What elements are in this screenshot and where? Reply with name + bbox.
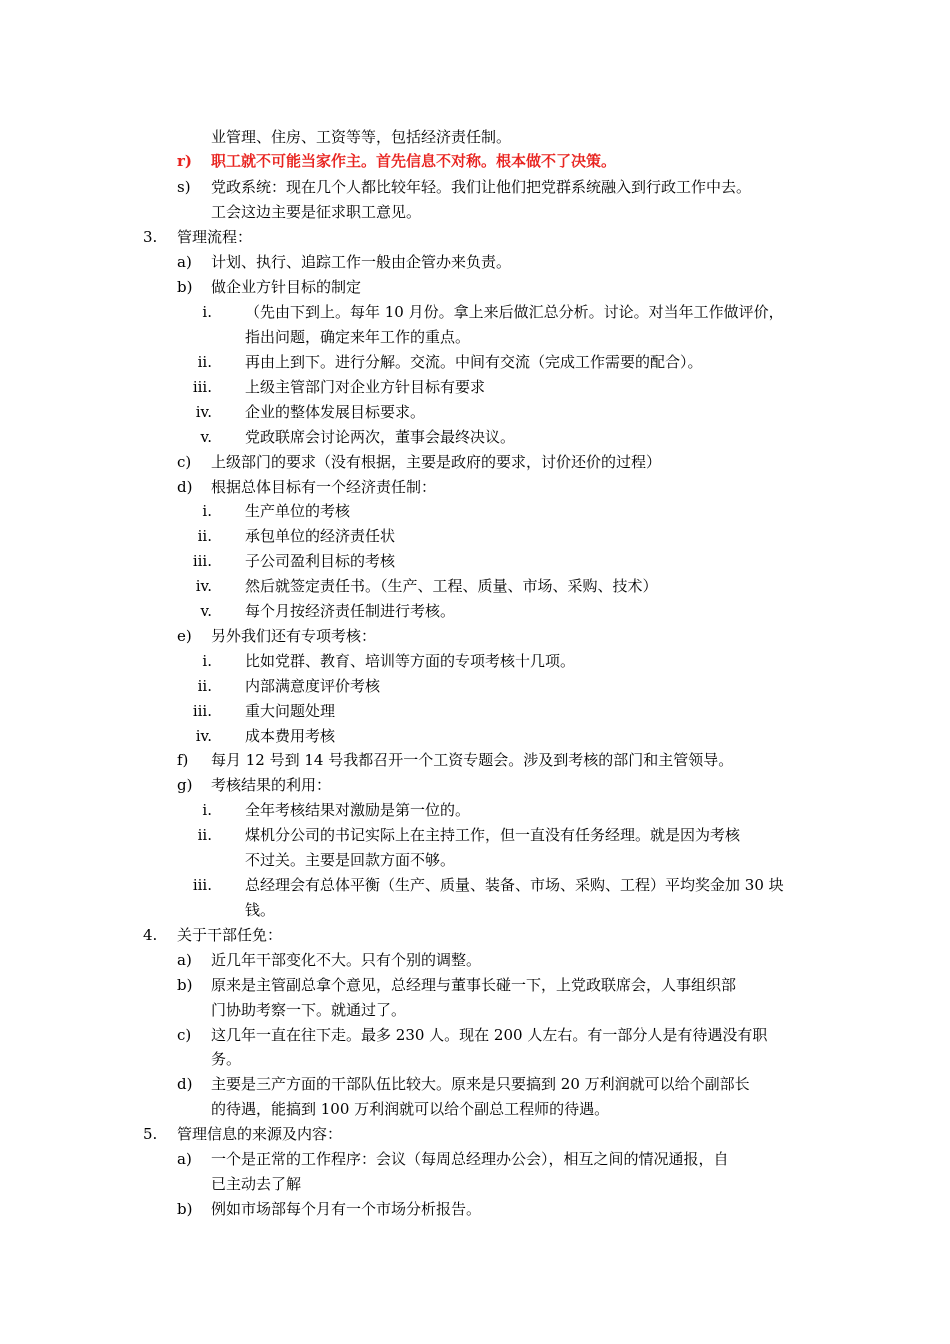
text-line: 全年考核结果对激励是第一位的。 [245, 801, 471, 819]
text-line: 然后就签定责任书。（生产、工程、质量、市场、采购、技术） [245, 577, 658, 595]
item-label: c) [177, 1026, 192, 1044]
section-number: 5. [143, 1125, 158, 1143]
subitem-label: iii. [192, 876, 212, 894]
text-line: 党政系统：现在几个人都比较年轻。我们让他们把党群系统融入到行政工作中去。 [211, 178, 752, 196]
text-line: 近几年干部变化不大。只有个别的调整。 [211, 951, 482, 969]
text-line: 承包单位的经济责任状 [245, 527, 396, 545]
item-label: c) [177, 453, 192, 471]
text-line: 内部满意度评价考核 [245, 677, 381, 695]
subitem-label: i. [202, 801, 212, 819]
subitem-label: ii. [197, 677, 212, 695]
text-line: 的待遇，能搞到 100 万利润就可以给个副总工程师的待遇。 [211, 1100, 610, 1118]
section-heading: 管理信息的来源及内容： [177, 1125, 343, 1143]
subitem-label: iv. [195, 403, 212, 421]
text-line: 一个是正常的工作程序：会议（每周总经理办公会），相互之间的情况通报，自 [211, 1150, 729, 1168]
text-line: 重大问题处理 [245, 702, 336, 720]
text-line: 工会这边主要是征求职工意见。 [211, 203, 422, 221]
item-label: s) [177, 178, 191, 196]
text-line: 不过关。主要是回款方面不够。 [245, 851, 456, 869]
subitem-label: iv. [195, 727, 212, 745]
section-heading: 关于干部任免： [177, 926, 283, 944]
section-number: 3. [143, 228, 158, 246]
item-label: d) [177, 1075, 193, 1093]
text-line: 计划、执行、追踪工作一般由企管办来负责。 [211, 253, 512, 271]
emphasized-text-line: 职工就不可能当家作主。首先信息不对称。根本做不了决策。 [211, 152, 617, 170]
text-line: 主要是三产方面的干部队伍比较大。原来是只要搞到 20 万利润就可以给个副部长 [211, 1075, 750, 1093]
text-line: 比如党群、教育、培训等方面的专项考核十几项。 [245, 652, 576, 670]
text-line: 做企业方针目标的制定 [211, 278, 362, 296]
item-label: a) [177, 1150, 192, 1168]
subitem-label: ii. [197, 353, 212, 371]
text-line: 每个月按经济责任制进行考核。 [245, 602, 456, 620]
text-line: 党政联席会讨论两次，董事会最终决议。 [245, 428, 516, 446]
section-number: 4. [143, 926, 158, 944]
text-line: 已主动去了解 [211, 1175, 302, 1193]
text-line: 煤机分公司的书记实际上在主持工作，但一直没有任务经理。就是因为考核 [245, 826, 741, 844]
text-line: 例如市场部每个月有一个市场分析报告。 [211, 1200, 482, 1218]
item-label: e) [177, 627, 192, 645]
text-line: 务。 [211, 1050, 242, 1068]
item-label: b) [177, 1200, 193, 1218]
text-line: 企业的整体发展目标要求。 [245, 403, 426, 421]
text-line: 再由上到下。进行分解。交流。中间有交流（完成工作需要的配合）。 [245, 353, 703, 371]
item-label: r) [177, 152, 192, 170]
item-label: b) [177, 278, 193, 296]
subitem-label: iii. [192, 702, 212, 720]
item-label: a) [177, 253, 192, 271]
text-line: 每月 12 号到 14 号我都召开一个工资专题会。涉及到考核的部门和主管领导。 [211, 751, 734, 769]
text-line: 上级部门的要求（没有根据，主要是政府的要求，讨价还价的过程） [211, 453, 662, 471]
item-label: f) [177, 751, 189, 769]
text-line: 成本费用考核 [245, 727, 336, 745]
subitem-label: ii. [197, 527, 212, 545]
item-label: g) [177, 776, 193, 794]
item-label: b) [177, 976, 193, 994]
text-line: 子公司盈利目标的考核 [245, 552, 396, 570]
subitem-label: ii. [197, 826, 212, 844]
item-label: a) [177, 951, 192, 969]
text-line: 上级主管部门对企业方针目标有要求 [245, 378, 486, 396]
text-line: 钱。 [245, 901, 276, 919]
text-line: 生产单位的考核 [245, 502, 351, 520]
subitem-label: iii. [192, 378, 212, 396]
section-heading: 管理流程： [177, 228, 253, 246]
text-line: 业管理、住房、工资等等，包括经济责任制。 [211, 128, 512, 146]
text-line: （先由下到上。每年 10 月份。拿上来后做汇总分析。讨论。对当年工作做评价， [245, 303, 784, 321]
text-line: 原来是主管副总拿个意见，总经理与董事长碰一下，上党政联席会，人事组织部 [211, 976, 737, 994]
text-line: 根据总体目标有一个经济责任制： [211, 478, 437, 496]
subitem-label: iii. [192, 552, 212, 570]
text-line: 指出问题，确定来年工作的重点。 [245, 328, 471, 346]
subitem-label: v. [200, 428, 212, 446]
subitem-label: v. [200, 602, 212, 620]
text-line: 考核结果的利用： [211, 776, 332, 794]
text-line: 另外我们还有专项考核： [211, 627, 377, 645]
subitem-label: i. [202, 652, 212, 670]
text-line: 总经理会有总体平衡（生产、质量、装备、市场、采购、工程）平均奖金加 30 块 [245, 876, 784, 894]
subitem-label: iv. [195, 577, 212, 595]
subitem-label: i. [202, 303, 212, 321]
item-label: d) [177, 478, 193, 496]
subitem-label: i. [202, 502, 212, 520]
text-line: 这几年一直在往下走。最多 230 人。现在 200 人左右。有一部分人是有待遇没有职 [211, 1026, 768, 1044]
text-line: 门协助考察一下。就通过了。 [211, 1001, 407, 1019]
